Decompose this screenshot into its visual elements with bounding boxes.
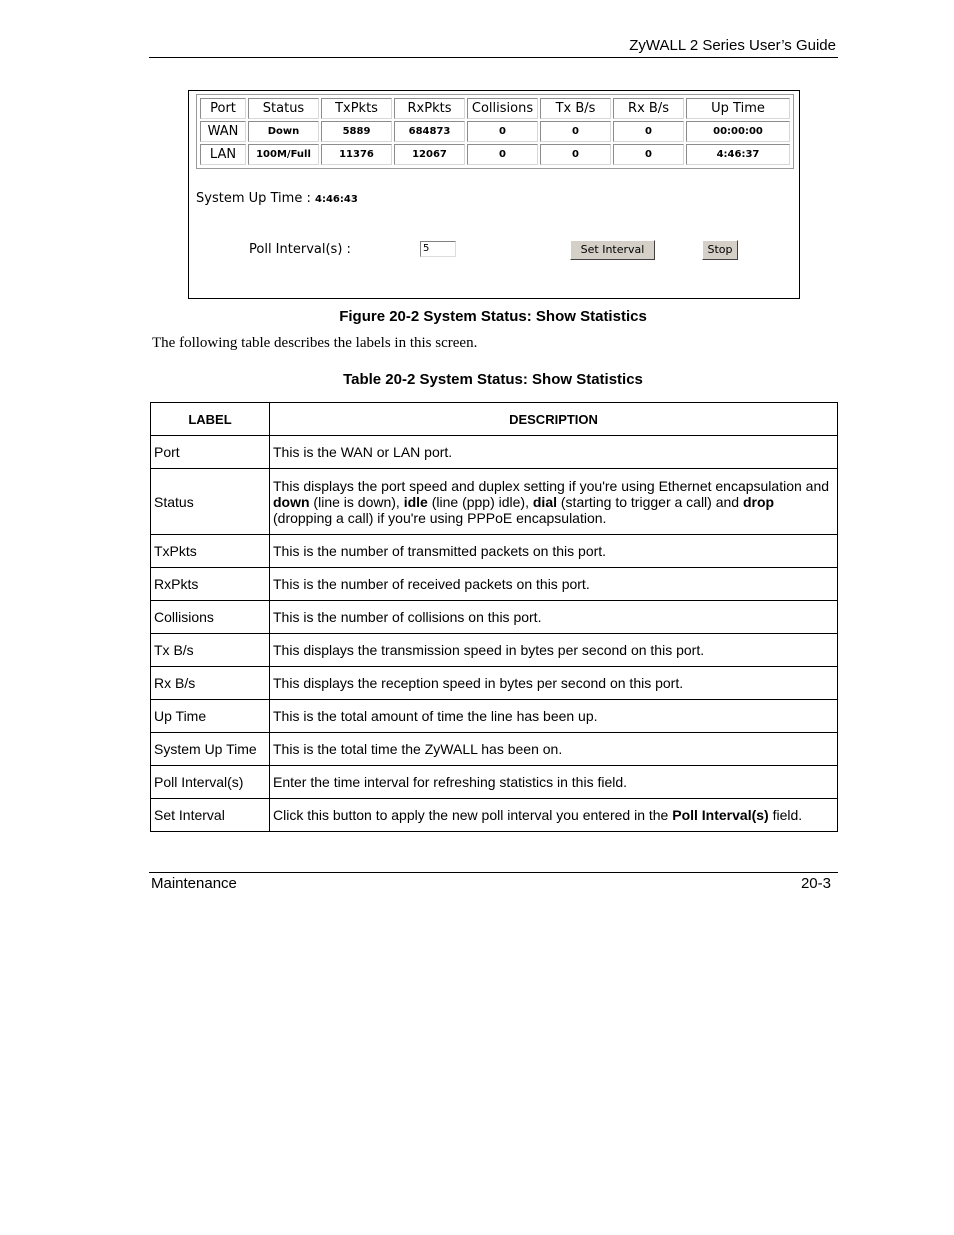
- label-column-header: LABEL: [151, 403, 270, 436]
- statistics-screenshot: [188, 90, 800, 299]
- stats-col-txpkts: TxPkts: [321, 98, 392, 119]
- table-row: [151, 700, 838, 733]
- table-row: [151, 568, 838, 601]
- stats-cell-txpkts: 5889: [321, 121, 392, 142]
- stats-row-wan: [200, 121, 790, 142]
- stats-cell-rxpkts: 684873: [394, 121, 465, 142]
- stop-button[interactable]: Stop: [702, 240, 738, 260]
- footer-rule: [149, 872, 838, 873]
- port-statistics-panel: [196, 94, 794, 169]
- row-description: [270, 601, 838, 634]
- description-column-header: DESCRIPTION: [270, 403, 838, 436]
- row-label: Up Time: [151, 700, 270, 733]
- table-row: [151, 634, 838, 667]
- stats-cell-txbs: 0: [540, 144, 611, 165]
- table-row: [151, 766, 838, 799]
- stats-cell-status: 100M/Full: [248, 144, 319, 165]
- label-description-table: [150, 402, 838, 832]
- description-text: (line (ppp) idle),: [427, 493, 533, 510]
- header-rule: [149, 57, 838, 58]
- row-label: Rx B/s: [151, 667, 270, 700]
- description-keyword: drop: [742, 493, 775, 510]
- row-label: Set Interval: [151, 799, 270, 832]
- row-label: Collisions: [151, 601, 270, 634]
- table-row: [151, 535, 838, 568]
- table-row: [151, 469, 838, 535]
- system-up-time: [196, 191, 358, 206]
- footer-section-name: Maintenance: [151, 875, 237, 892]
- table-row: [151, 799, 838, 832]
- description-text: This displays the reception speed in bytes per second on this port.: [273, 675, 684, 691]
- stats-cell-collisions: 0: [467, 121, 538, 142]
- stats-cell-status: Down: [248, 121, 319, 142]
- row-description: [270, 667, 838, 700]
- row-label: Poll Interval(s): [151, 766, 270, 799]
- description-text: Click this button to apply the new poll interval you entered in the: [273, 807, 673, 823]
- row-label: RxPkts: [151, 568, 270, 601]
- row-label: Port: [151, 436, 270, 469]
- stats-col-txbs: Tx B/s: [540, 98, 611, 119]
- row-description: [270, 700, 838, 733]
- description-text: This is the total time the ZyWALL has been on.: [273, 741, 563, 757]
- description-text: This is the WAN or LAN port.: [273, 444, 453, 460]
- stats-cell-txbs: 0: [540, 121, 611, 142]
- description-text: This is the total amount of time the line has been up.: [273, 708, 598, 724]
- row-label: System Up Time: [151, 733, 270, 766]
- system-up-time-value: 4:46:43: [314, 194, 358, 205]
- stats-col-port: Port: [200, 98, 246, 119]
- figure-caption: Figure 20-2 System Status: Show Statistics: [339, 308, 647, 325]
- stats-cell-rxbs: 0: [613, 144, 684, 165]
- description-text: field.: [768, 807, 803, 823]
- stats-cell-port: LAN: [200, 144, 246, 165]
- description-text: (dropping a call) if you're using PPPoE encapsulation.: [273, 509, 607, 526]
- row-description: [270, 766, 838, 799]
- description-text: This displays the transmission speed in bytes per second on this port.: [273, 642, 705, 658]
- stats-row-lan: [200, 144, 790, 165]
- description-text: This displays the port speed and duplex setting if you're using Ethernet encapsulation and: [273, 477, 830, 494]
- row-description: [270, 733, 838, 766]
- stats-cell-uptime: 4:46:37: [686, 144, 790, 165]
- table-row: [151, 436, 838, 469]
- stats-col-rxbs: Rx B/s: [613, 98, 684, 119]
- row-label: Tx B/s: [151, 634, 270, 667]
- stats-col-collisions: Collisions: [467, 98, 538, 119]
- row-label: Status: [151, 469, 270, 535]
- stats-cell-port: WAN: [200, 121, 246, 142]
- system-up-time-label: System Up Time :: [196, 191, 311, 206]
- stats-cell-uptime: 00:00:00: [686, 121, 790, 142]
- row-description: [270, 799, 838, 832]
- description-text: (starting to trigger a call) and: [557, 493, 743, 510]
- table-row: [151, 733, 838, 766]
- poll-interval-label: Poll Interval(s) :: [249, 242, 351, 257]
- description-keyword: down: [273, 493, 310, 510]
- description-text: This is the number of collisions on this port.: [273, 609, 542, 625]
- table-header-row: [151, 403, 838, 436]
- port-statistics-table: [198, 96, 792, 167]
- description-text: Enter the time interval for refreshing statistics in this field.: [273, 774, 628, 790]
- poll-interval-input[interactable]: 5: [420, 241, 456, 257]
- stats-cell-rxbs: 0: [613, 121, 684, 142]
- stats-cell-txpkts: 11376: [321, 144, 392, 165]
- stats-cell-collisions: 0: [467, 144, 538, 165]
- header-title: ZyWALL 2 Series User’s Guide: [629, 37, 836, 54]
- row-description: [270, 535, 838, 568]
- description-keyword: idle: [403, 493, 428, 510]
- description-text: This is the number of received packets on this port.: [273, 576, 590, 592]
- stats-header-row: [200, 98, 790, 119]
- row-description: [270, 469, 838, 535]
- row-description: [270, 568, 838, 601]
- intro-paragraph: The following table describes the labels in this screen.: [152, 335, 478, 351]
- row-description: [270, 634, 838, 667]
- description-keyword: dial: [532, 493, 557, 510]
- stats-col-uptime: Up Time: [686, 98, 790, 119]
- description-text: (line is down),: [309, 493, 404, 510]
- set-interval-button[interactable]: Set Interval: [570, 240, 655, 260]
- row-description: [270, 436, 838, 469]
- stats-col-status: Status: [248, 98, 319, 119]
- description-keyword: Poll Interval(s): [672, 807, 769, 823]
- stats-cell-rxpkts: 12067: [394, 144, 465, 165]
- description-text: This is the number of transmitted packets on this port.: [273, 543, 607, 559]
- stats-col-rxpkts: RxPkts: [394, 98, 465, 119]
- footer-page-number: 20-3: [800, 875, 831, 892]
- table-row: [151, 667, 838, 700]
- table-row: [151, 601, 838, 634]
- table-caption: Table 20-2 System Status: Show Statistics: [343, 371, 643, 388]
- row-label: TxPkts: [151, 535, 270, 568]
